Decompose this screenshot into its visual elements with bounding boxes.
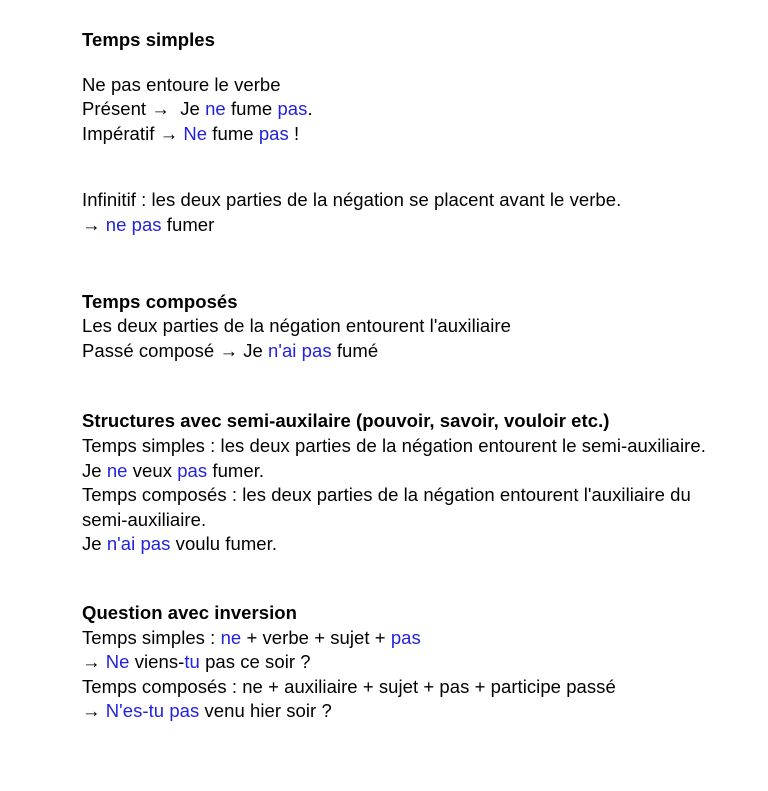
text-run: venu hier soir ? — [199, 700, 332, 722]
negation-word: pas — [258, 122, 289, 144]
text-run: fumer. — [207, 459, 265, 481]
text-line — [82, 314, 728, 339]
negation-word: tu — [184, 651, 200, 673]
text-run: fumé — [331, 339, 379, 361]
section-question-inversion — [82, 601, 728, 724]
negation-word: ne — [205, 98, 226, 120]
spacer — [82, 146, 728, 188]
text-line — [82, 626, 728, 651]
section-infinitif — [82, 188, 728, 237]
section-temps-simples — [82, 28, 728, 146]
text-run: Je — [82, 459, 107, 481]
text-run: Temps composés : les deux parties de la négation entourent l'auxiliaire du semi-auxiliaire. — [82, 484, 697, 530]
text-line — [82, 459, 728, 484]
text-run: fume — [207, 122, 259, 144]
text-line — [82, 213, 728, 238]
text-run: Temps composés : ne + auxiliaire + sujet + pas + participe passé — [82, 675, 616, 697]
negation-word: ne — [220, 626, 242, 648]
negation-word: Ne — [105, 651, 130, 673]
section-heading-temps-simples: Temps simples — [82, 29, 215, 50]
spacer — [82, 53, 728, 73]
spacer — [82, 557, 728, 601]
negation-word: n'ai — [268, 339, 297, 361]
negation-word: pas — [277, 98, 308, 120]
section-heading-temps-composes: Temps composés — [82, 290, 238, 312]
section-heading-question-inversion: Question avec inversion — [82, 601, 298, 623]
text-run: Présent → Je — [82, 98, 206, 120]
text-line — [82, 434, 728, 459]
text-run: + verbe + sujet + — [241, 626, 391, 648]
text-line — [82, 188, 728, 213]
negation-word: pas — [177, 459, 208, 481]
section-temps-composes — [82, 290, 728, 364]
negation-word: n'ai — [106, 533, 136, 555]
negation-word: Ne — [183, 122, 208, 144]
text-run: veux — [127, 459, 178, 481]
text-run: Ne pas entoure le verbe — [82, 73, 281, 95]
text-line — [82, 97, 728, 122]
text-run: ! — [288, 122, 300, 144]
text-line — [82, 73, 728, 98]
text-run: Les deux parties de la négation entourent l'auxiliaire — [82, 315, 511, 337]
negation-word: ne — [106, 459, 128, 481]
text-run: viens- — [129, 651, 185, 673]
text-run: → — [82, 213, 106, 235]
text-run: Infinitif : les deux parties de la négation se placent avant le verbe. — [82, 189, 622, 211]
spacer — [82, 238, 728, 290]
text-line — [82, 650, 728, 675]
text-run: → — [82, 700, 106, 722]
negation-word: N'es-tu — [105, 700, 165, 722]
text-run: voulu fumer. — [170, 533, 278, 555]
negation-word: pas — [390, 626, 421, 648]
text-line — [82, 675, 728, 700]
text-run: Impératif → — [82, 122, 184, 144]
text-run: → — [82, 651, 106, 673]
section-heading-semi-auxiliaire: Structures avec semi-auxilaire (pouvoir, savoir, vouloir etc.) — [82, 410, 610, 432]
negation-word: pas — [169, 700, 200, 722]
text-run: Je — [82, 533, 107, 555]
text-run: fume — [225, 98, 278, 120]
text-line — [82, 483, 728, 532]
text-line — [82, 699, 728, 724]
text-line — [82, 532, 728, 557]
text-run: pas ce soir ? — [199, 651, 311, 673]
text-run: Temps simples : — [82, 626, 221, 648]
negation-word: ne pas — [105, 213, 162, 235]
text-run: fumer — [161, 213, 215, 235]
spacer — [82, 363, 728, 409]
text-run: Temps simples : les deux parties de la négation entourent le semi-auxiliaire. — [82, 434, 706, 456]
text-line — [82, 339, 728, 364]
negation-word: pas — [301, 339, 332, 361]
text-run: . — [307, 98, 313, 120]
section-semi-auxiliaire — [82, 409, 728, 557]
negation-word: pas — [140, 533, 171, 555]
text-run: Passé composé → Je — [82, 339, 269, 361]
text-line — [82, 122, 728, 147]
